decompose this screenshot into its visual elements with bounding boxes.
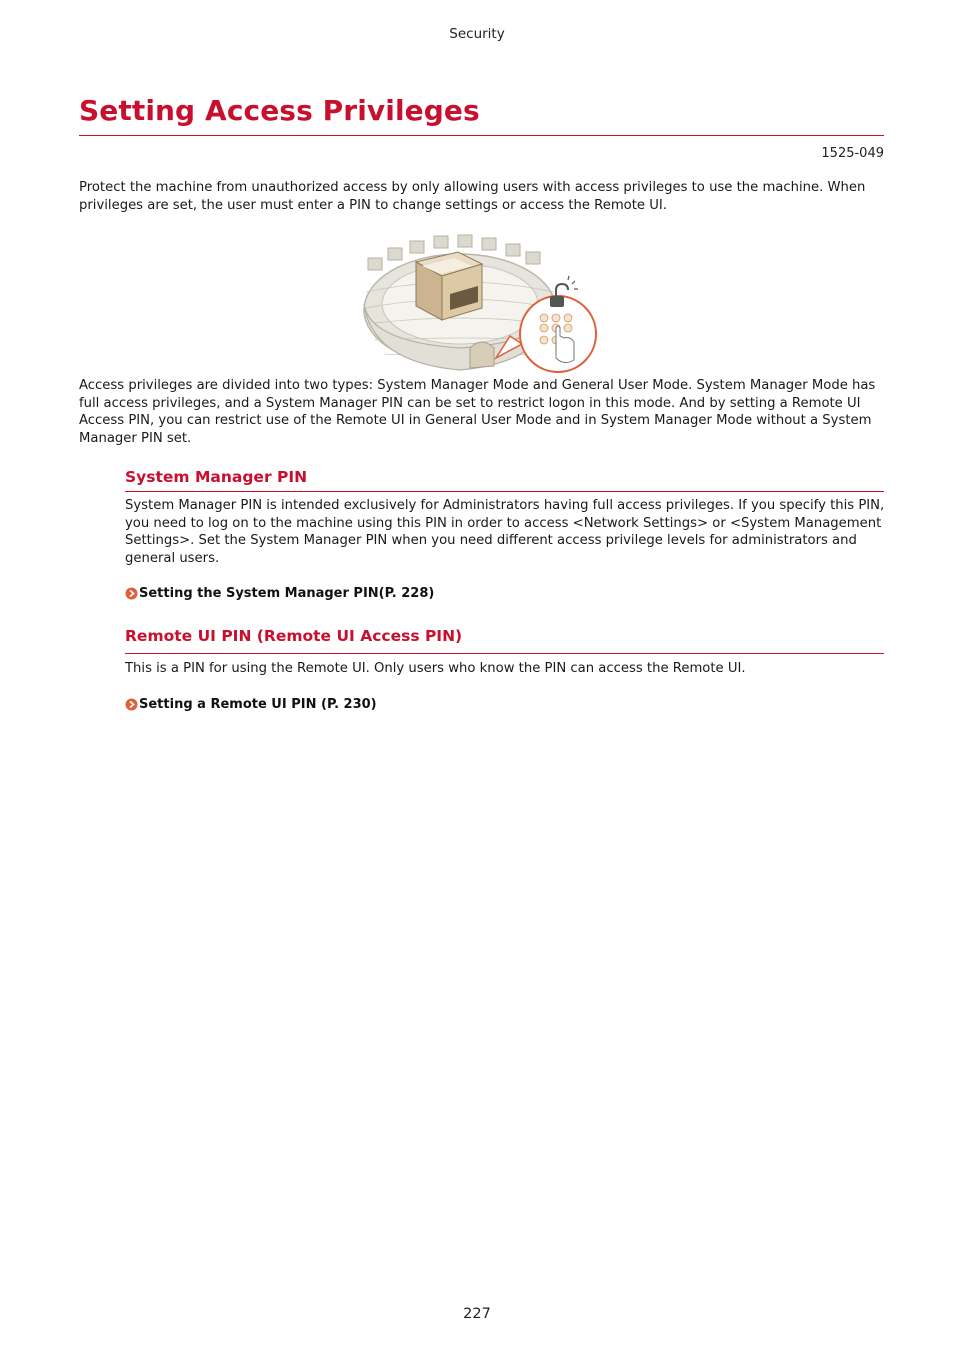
title-divider (79, 135, 884, 136)
document-id: 1525-049 (821, 146, 884, 161)
circle-arrow-right-icon (125, 587, 138, 600)
section-divider (125, 653, 884, 654)
link-setting-system-manager-pin[interactable] (125, 586, 434, 601)
page-title: Setting Access Privileges (79, 94, 480, 127)
overview-paragraph: Access privileges are divided into two types: System Manager Mode and General User Mode. System Manager Mode has full access privileges, and a System Manager PIN can be set to restrict logon in this mode. And by setting a Remote UI Access PIN, you can restrict use of the Remote UI in General User Mode and in System Manager Mode without a System Manager PIN set. (79, 378, 876, 446)
printer-icon (416, 252, 482, 320)
page-number: 227 (463, 1306, 491, 1322)
security-illustration (360, 232, 602, 374)
system-manager-pin-description: System Manager PIN is intended exclusively for Administrators having full access privileges. If you specify this PIN, you need to log on to the machine using this PIN in order to access <Network Settings> or <System Management Settings>. Set the System Manager PIN when you need different access privilege levels for administrators and general users. (125, 498, 885, 566)
section-title-remote-ui-pin: Remote UI PIN (Remote UI Access PIN) (125, 627, 463, 645)
link-label[interactable]: Setting the System Manager PIN(P. 228) (139, 586, 435, 601)
section-divider (125, 491, 884, 492)
castle-wall-illustration (360, 232, 602, 374)
link-label[interactable]: Setting a Remote UI PIN (P. 230) (139, 697, 377, 712)
intro-paragraph: Protect the machine from unauthorized access by only allowing users with access privileges to use the machine. When privileges are set, the user must enter a PIN to change settings or access the Remote UI. (79, 180, 866, 213)
remote-ui-pin-description: This is a PIN for using the Remote UI. Only users who know the PIN can access the Remote UI. (125, 661, 746, 676)
link-setting-remote-ui-pin[interactable] (125, 697, 377, 712)
section-title-system-manager-pin: System Manager PIN (125, 468, 308, 486)
circle-arrow-right-icon (125, 698, 138, 711)
running-header: Security (449, 26, 505, 42)
